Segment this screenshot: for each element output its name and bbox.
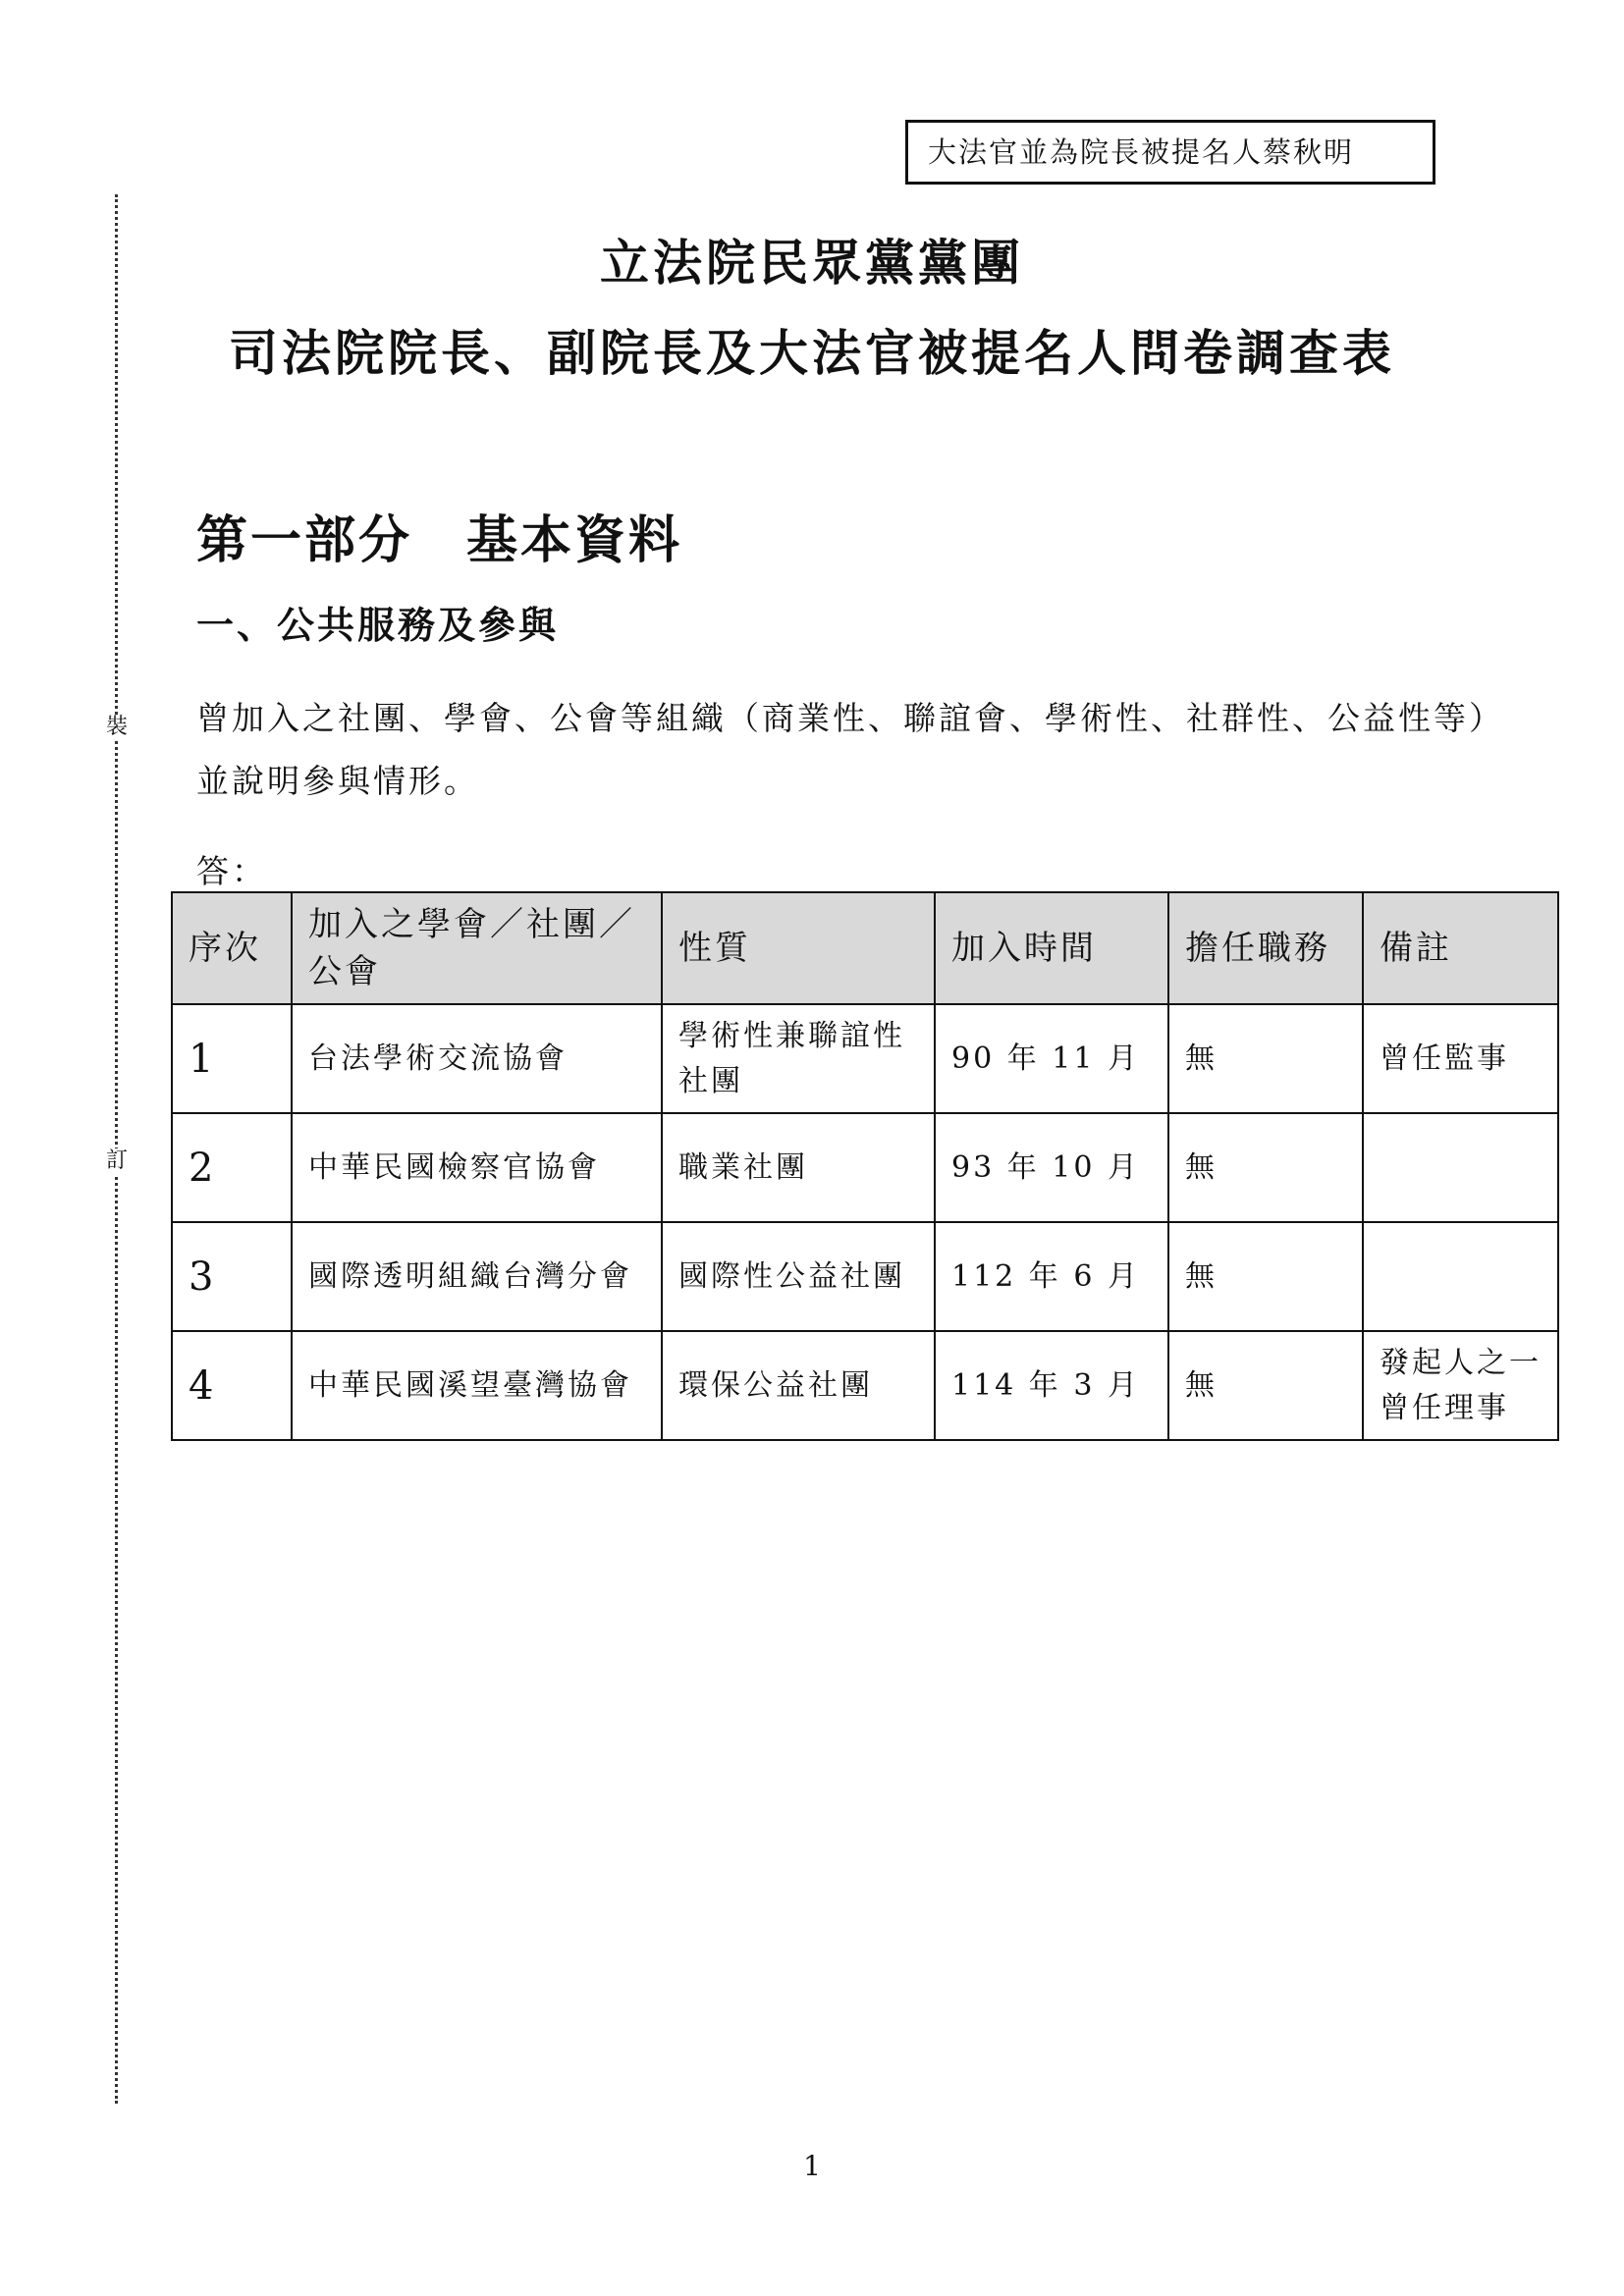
- header-cell-role: 擔任職務: [1168, 892, 1363, 1004]
- document-title-questionnaire: 司法院院長、副院長及大法官被提名人問卷調查表: [229, 324, 1395, 382]
- binding-mark-zhuang: 裝: [102, 715, 132, 740]
- cell-role: 無: [1168, 1004, 1363, 1113]
- cell-joined: 112 年 6 月: [935, 1222, 1168, 1331]
- organizations-table: [171, 891, 1559, 1441]
- cell-note: [1363, 1222, 1558, 1331]
- cell-organization: 台法學術交流協會: [292, 1004, 662, 1113]
- nominee-label-box: 大法官並為院長被提名人蔡秋明: [905, 120, 1435, 185]
- cell-nature: 職業社團: [662, 1113, 935, 1222]
- binding-mark-ding: 訂: [102, 1148, 132, 1174]
- cell-nature: 學術性兼聯誼性社團: [662, 1004, 935, 1113]
- part-heading: 第一部分 基本資料: [196, 510, 683, 570]
- document-title-caucus: 立法院民眾黨黨團: [600, 234, 1024, 292]
- cell-no: 1: [172, 1004, 292, 1113]
- header-cell-joined: 加入時間: [935, 892, 1168, 1004]
- page-number: 1: [803, 2150, 821, 2182]
- header-cell-note: 備註: [1363, 892, 1558, 1004]
- table-row: [172, 1331, 1558, 1440]
- cell-note: 發起人之一曾任理事: [1363, 1331, 1558, 1440]
- cell-joined: 90 年 11 月: [935, 1004, 1168, 1113]
- cell-organization: 中華民國檢察官協會: [292, 1113, 662, 1222]
- cell-nature: 國際性公益社團: [662, 1222, 935, 1331]
- cell-organization: 國際透明組織台灣分會: [292, 1222, 662, 1331]
- table-row: [172, 1113, 1558, 1222]
- cell-role: 無: [1168, 1222, 1363, 1331]
- cell-no: 3: [172, 1222, 292, 1331]
- cell-no: 2: [172, 1113, 292, 1222]
- cell-joined: 93 年 10 月: [935, 1113, 1168, 1222]
- header-cell-organization: 加入之學會／社團／公會: [292, 892, 662, 1004]
- header-cell-no: 序次: [172, 892, 292, 1004]
- cell-role: 無: [1168, 1331, 1363, 1440]
- cell-role: 無: [1168, 1113, 1363, 1222]
- cell-joined: 114 年 3 月: [935, 1331, 1168, 1440]
- cell-note: 曾任監事: [1363, 1004, 1558, 1113]
- cell-organization: 中華民國溪望臺灣協會: [292, 1331, 662, 1440]
- section-heading: 一、公共服務及參與: [196, 603, 560, 647]
- table-header-row: [172, 892, 1558, 1004]
- answer-label: 答：: [196, 852, 267, 890]
- table-row: [172, 1004, 1558, 1113]
- question-text-line-1: 曾加入之社團、學會、公會等組織（商業性、聯誼會、學術性、社群性、公益性等）: [196, 699, 1504, 737]
- cell-nature: 環保公益社團: [662, 1331, 935, 1440]
- header-cell-nature: 性質: [662, 892, 935, 1004]
- cell-note: [1363, 1113, 1558, 1222]
- cell-no: 4: [172, 1331, 292, 1440]
- question-text-line-2: 並說明參與情形。: [196, 762, 479, 800]
- table-row: [172, 1222, 1558, 1331]
